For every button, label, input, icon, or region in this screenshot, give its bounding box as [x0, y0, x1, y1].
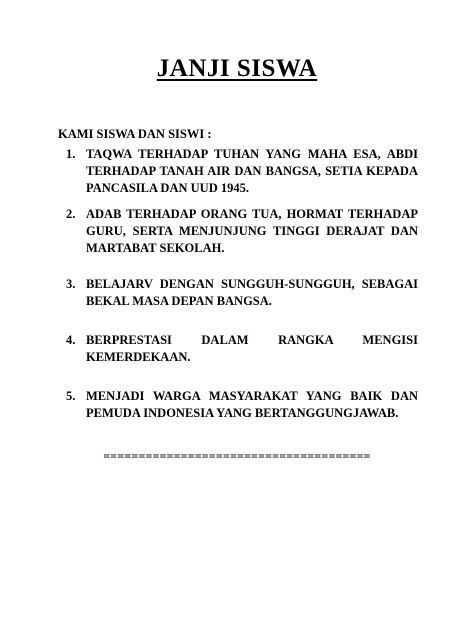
intro-line: KAMI SISWA DAN SISWI : — [58, 127, 212, 141]
list-item-number: 2. — [66, 207, 76, 221]
list-item-text: MENJADI WARGA MASYARAKAT YANG BAIK DAN PEMUDA INDONESIA YANG BERTANGGUNGJAWAB. — [86, 389, 418, 420]
list-item-text: TAQWA TERHADAP TUHAN YANG MAHA ESA, ABDI TERHADAP TANAH AIR DAN BANGSA, SETIA KEPADA PANCASILA DAN UUD 1945. — [86, 147, 418, 195]
list-item — [66, 206, 418, 257]
list-item — [66, 332, 418, 366]
document-title: JANJI SISWA — [156, 55, 318, 82]
divider-line: ====================================== — [103, 449, 371, 463]
list-item — [66, 276, 418, 310]
list-item-number: 4. — [66, 333, 76, 347]
list-item-number: 3. — [66, 277, 76, 291]
list-item-number: 1. — [66, 147, 76, 161]
list-item — [66, 146, 418, 197]
list-item-text: BELAJARV DENGAN SUNGGUH-SUNGGUH, SEBAGAI BEKAL MASA DEPAN BANGSA. — [86, 277, 418, 308]
list-item-text: ADAB TERHADAP ORANG TUA, HORMAT TERHADAP GURU, SERTA MENJUNJUNG TINGGI DERAJAT DAN MARTABAT SEKOLAH. — [86, 207, 418, 255]
list-item — [66, 388, 418, 422]
list-item-number: 5. — [66, 389, 76, 403]
list-item-text: BERPRESTASI DALAM RANGKA MENGISI KEMERDEKAAN. — [86, 333, 418, 364]
